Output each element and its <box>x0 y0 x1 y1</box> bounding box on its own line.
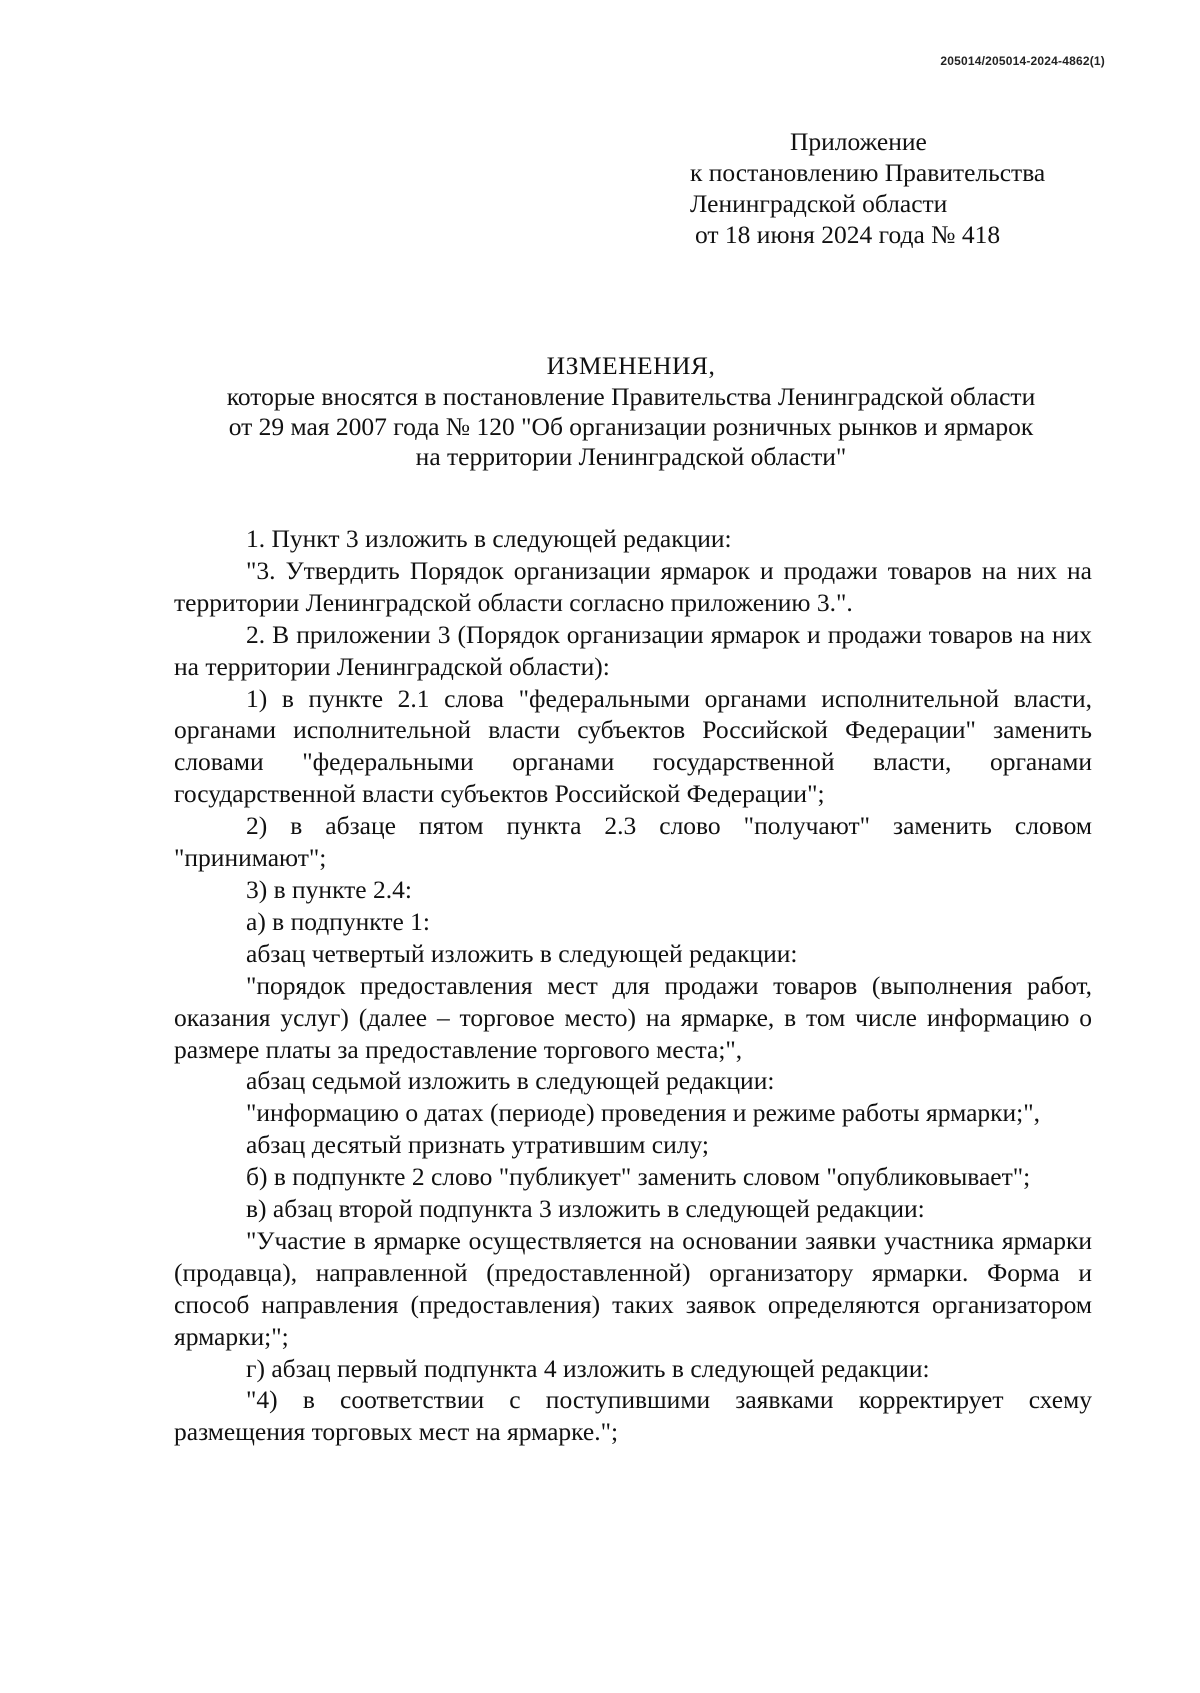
paragraph-10: абзац седьмой изложить в следующей редакции: <box>246 1066 775 1096</box>
paragraph-17: "4) в соответствии с поступившими заявками корректирует схему размещения торговых мест на ярмарке."; <box>174 1385 1092 1447</box>
title-main: ИЗМЕНЕНИЯ, <box>546 351 716 380</box>
title-subtitle-line-1: которые вносятся в постановление Правительства Ленинградской области <box>226 382 1036 411</box>
paragraph-4: 1) в пункте 2.1 слова "федеральными органами исполнительной власти, органами исполнительной власти субъектов Российской Федерации" заменить словами "федеральными органами государственной власти, органами государственной власти субъектов Российской Федерации"; <box>174 683 1092 809</box>
appendix-line-date: от 18 июня 2024 года № 418 <box>695 220 1001 249</box>
appendix-line-resolution: к постановлению Правительства <box>690 158 1046 187</box>
paragraph-13: б) в подпункте 2 слово "публикует" заменить словом "опубликовывает"; <box>246 1162 1031 1192</box>
title-subtitle-line-2: от 29 мая 2007 года № 120 "Об организации розничных рынков и ярмарок <box>228 412 1034 441</box>
document-body <box>174 523 1092 1448</box>
paragraph-9: "порядок предоставления мест для продажи товаров (выполнения работ, оказания услуг) (далее – торговое место) на ярмарке, в том числе информацию о размере платы за предоставление торгового места;", <box>174 970 1092 1064</box>
appendix-line-title: Приложение <box>790 127 927 156</box>
paragraph-7: а) в подпункте 1: <box>246 906 431 936</box>
paragraph-5: 2) в абзаце пятом пункта 2.3 слово "получают" заменить словом "принимают"; <box>174 811 1092 873</box>
paragraph-12: абзац десятый признать утратившим силу; <box>246 1130 709 1160</box>
appendix-line-region: Ленинградской области <box>690 189 948 218</box>
document-id: 205014/205014-2024-4862(1) <box>940 54 1105 68</box>
paragraph-15: "Участие в ярмарке осуществляется на основании заявки участника ярмарки (продавца), направленной (предоставленной) организатору ярмарки. Форма и способ направления (предоставления) таких заявок определяются организатором ярмарки;"; <box>174 1225 1092 1351</box>
paragraph-6: 3) в пункте 2.4: <box>246 874 412 904</box>
document-title <box>170 351 1092 472</box>
appendix-block <box>690 126 1045 250</box>
paragraph-11: "информацию о датах (периоде) проведения и режиме работы ярмарки;", <box>246 1098 1041 1128</box>
title-subtitle-line-3: на территории Ленинградской области" <box>415 442 847 471</box>
paragraph-8: абзац четвертый изложить в следующей редакции: <box>246 938 798 968</box>
paragraph-2: "3. Утвердить Порядок организации ярмарок и продажи товаров на них на территории Ленинградской области согласно приложению 3.". <box>174 555 1092 617</box>
paragraph-1: 1. Пункт 3 изложить в следующей редакции: <box>246 524 732 553</box>
paragraph-3: 2. В приложении 3 (Порядок организации ярмарок и продажи товаров на них на территории Ленинградской области): <box>174 619 1092 681</box>
paragraph-14: в) абзац второй подпункта 3 изложить в следующей редакции: <box>246 1194 925 1224</box>
paragraph-16: г) абзац первый подпункта 4 изложить в следующей редакции: <box>246 1353 930 1383</box>
